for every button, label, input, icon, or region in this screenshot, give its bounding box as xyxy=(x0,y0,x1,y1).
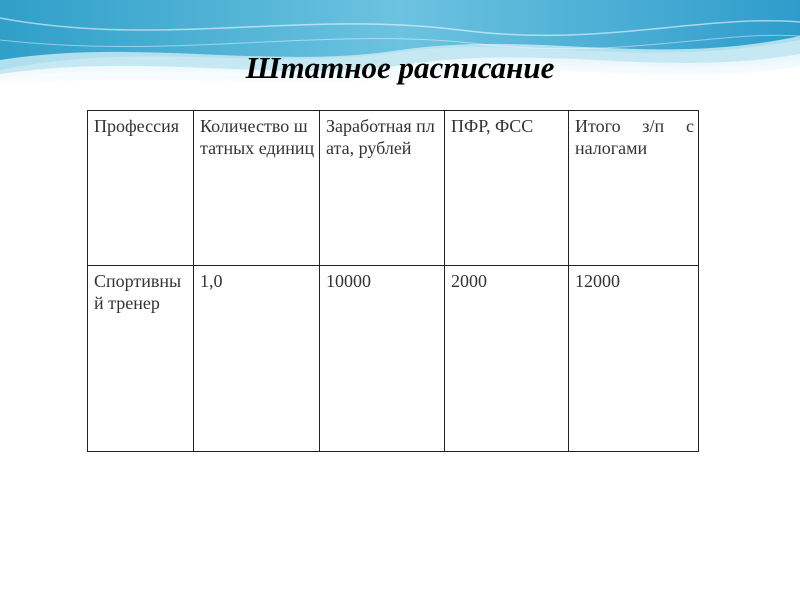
header-cell-pfr-fss: ПФР, ФСС xyxy=(445,111,569,266)
staff-schedule-table xyxy=(87,110,699,452)
cell-profession: Спортивный тренер xyxy=(88,266,194,452)
header-cell-profession: Профессия xyxy=(88,111,194,266)
table-header-row xyxy=(88,111,699,266)
cell-staff-units: 1,0 xyxy=(194,266,320,452)
cell-salary: 10000 xyxy=(320,266,445,452)
cell-pfr-fss: 2000 xyxy=(445,266,569,452)
table-row xyxy=(88,266,699,452)
slide-title: Штатное расписание xyxy=(245,50,555,85)
header-cell-staff-units: Количество штатных единиц xyxy=(194,111,320,266)
header-cell-salary: Заработная плата, рублей xyxy=(320,111,445,266)
header-cell-total: Итого з/п с налогами xyxy=(569,111,699,266)
cell-total: 12000 xyxy=(569,266,699,452)
